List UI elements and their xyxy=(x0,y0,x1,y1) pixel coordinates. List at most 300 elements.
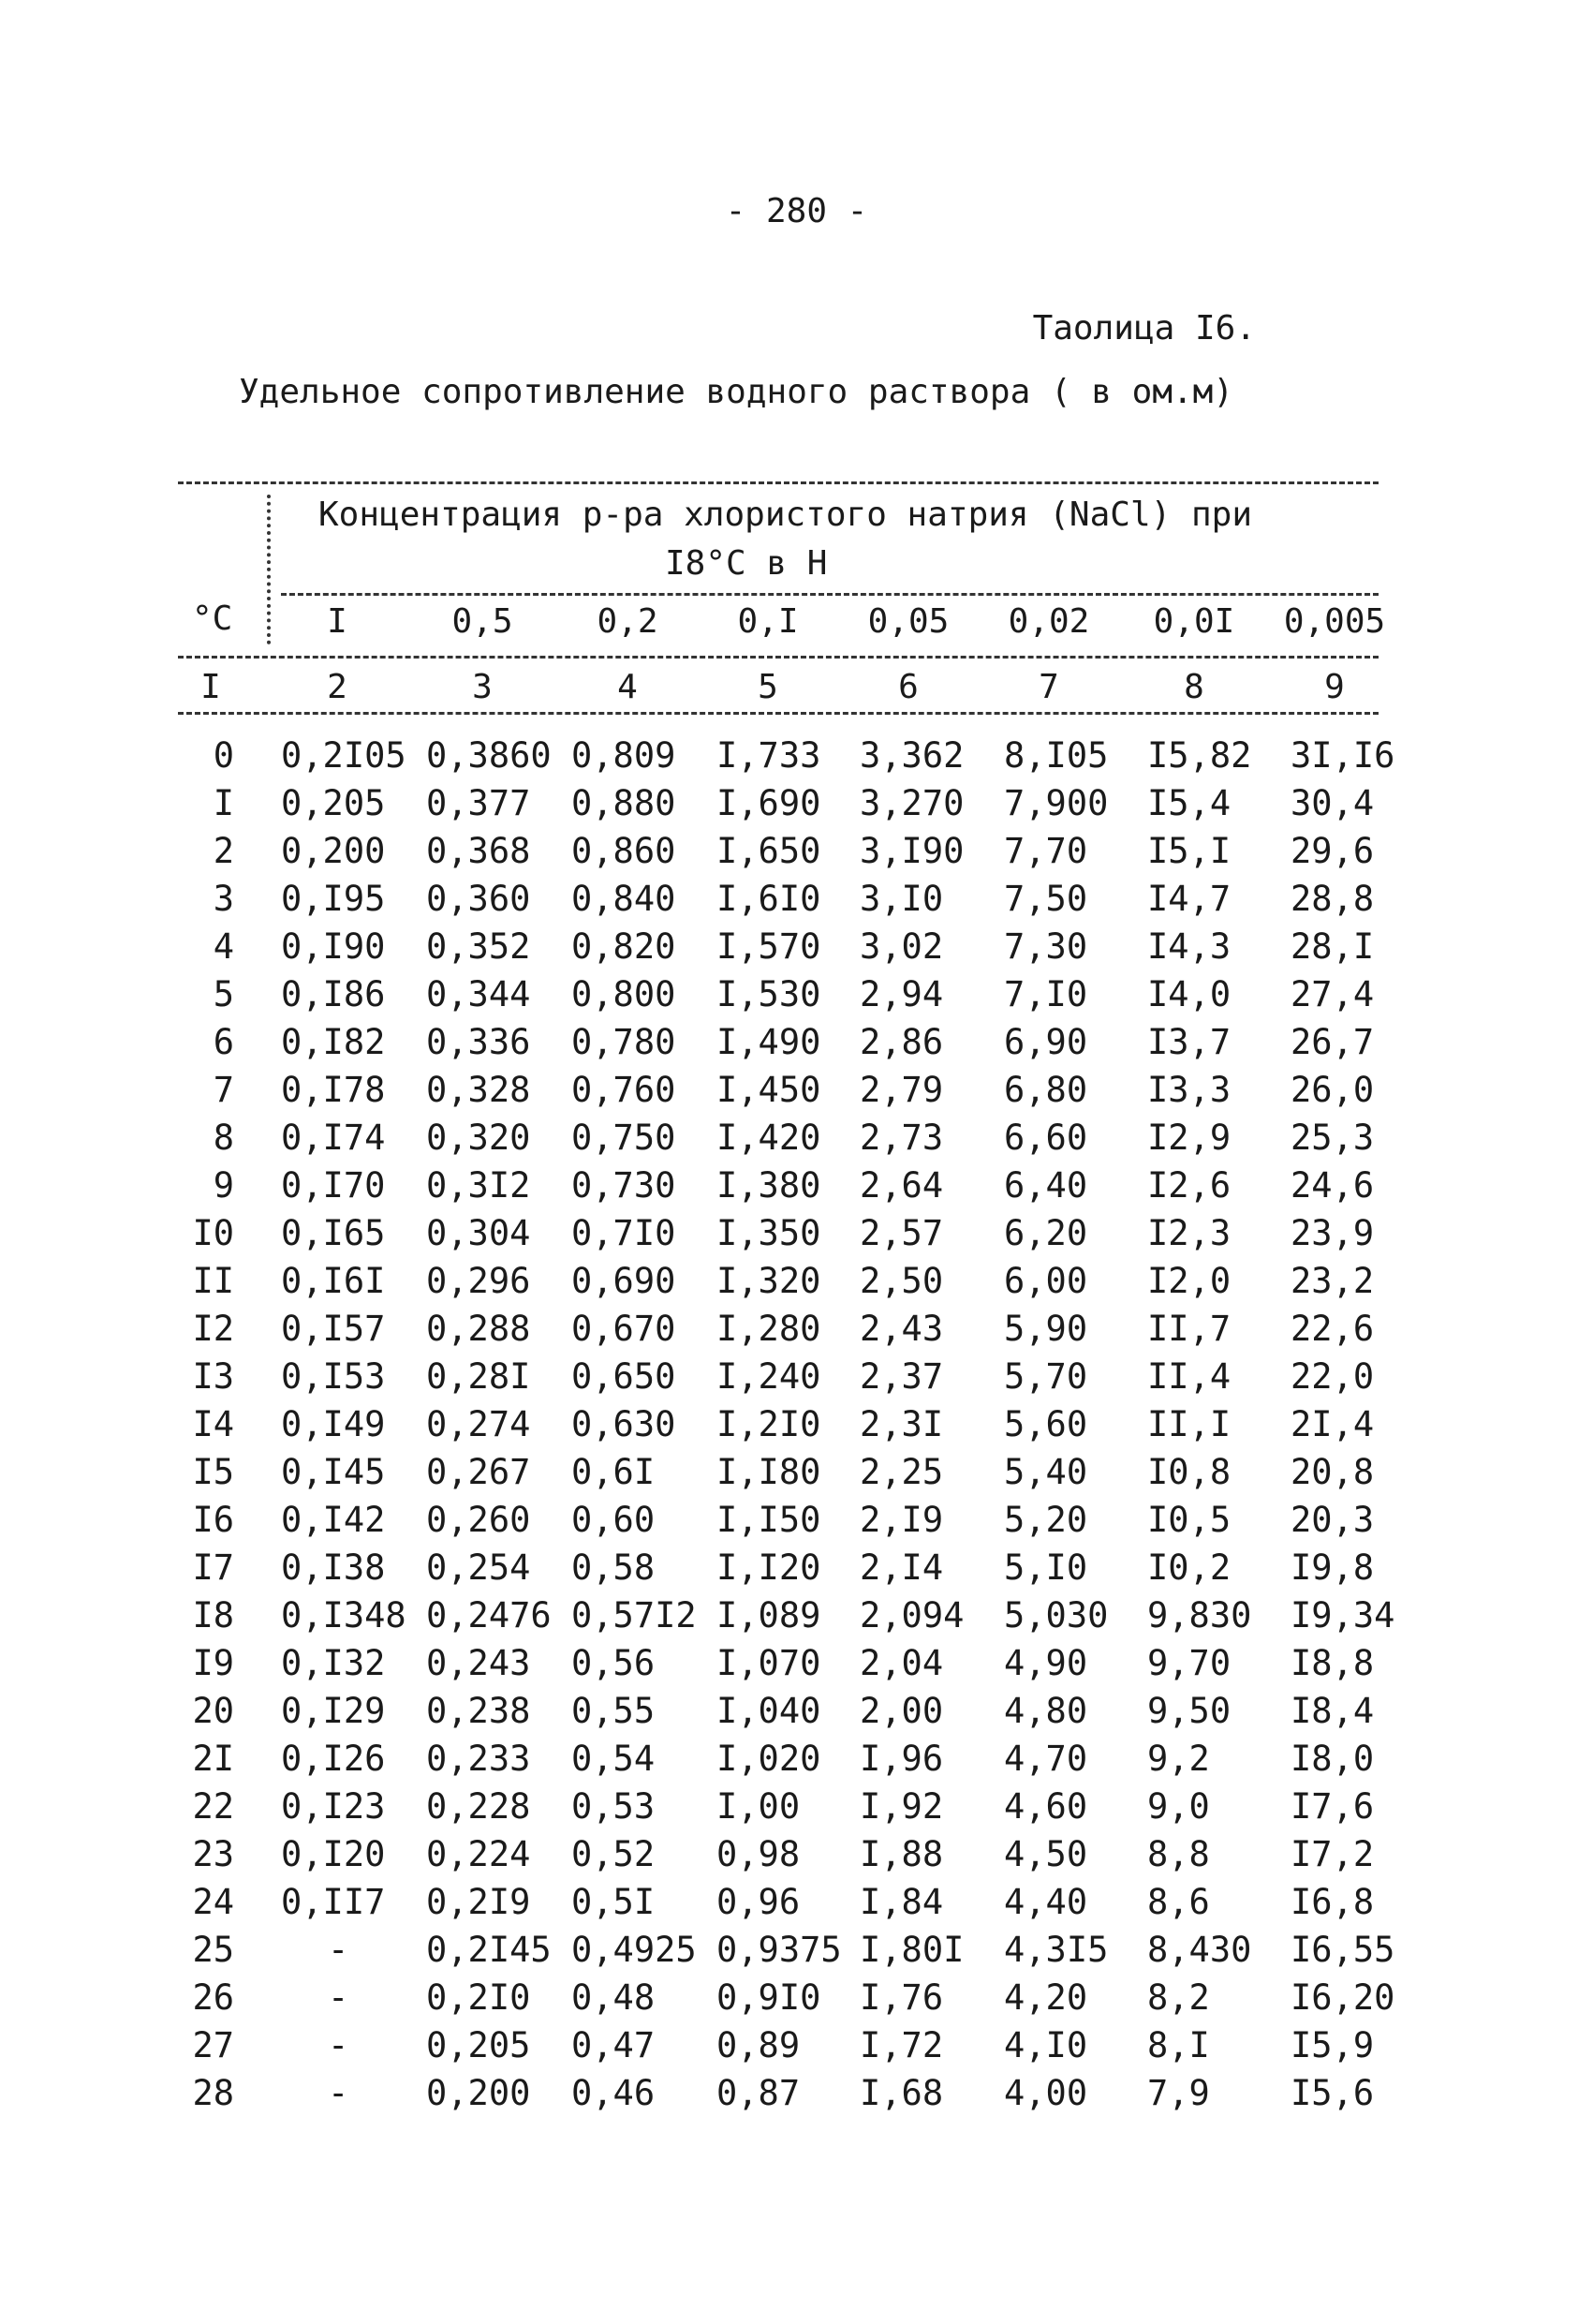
resistance-cell: 2,094 xyxy=(860,1595,965,1636)
resistance-cell: 9,830 xyxy=(1147,1595,1252,1636)
resistance-cell: 2,94 xyxy=(860,974,944,1014)
table-title: Удельное сопротивление водного раствора ( в ом.м) xyxy=(239,373,1234,411)
resistance-cell: 9,70 xyxy=(1147,1643,1232,1683)
resistance-cell: 2,I4 xyxy=(860,1547,944,1588)
table-row xyxy=(0,1118,1593,1164)
concentration-header-cell: 0,05 xyxy=(867,602,950,641)
resistance-cell: 0,260 xyxy=(426,1500,531,1540)
resistance-cell: 0,820 xyxy=(571,926,676,967)
resistance-cell: 4,50 xyxy=(1004,1834,1088,1874)
resistance-cell: 0,352 xyxy=(426,926,531,967)
resistance-cell: - xyxy=(328,2073,349,2113)
resistance-cell: 20,8 xyxy=(1291,1452,1375,1492)
resistance-cell: 0,205 xyxy=(281,783,386,823)
resistance-cell: 0,228 xyxy=(426,1786,531,1827)
resistance-cell: 2,I9 xyxy=(860,1500,944,1540)
resistance-cell: 5,70 xyxy=(1004,1356,1088,1397)
resistance-cell: 0,53 xyxy=(571,1786,656,1827)
resistance-cell: 4,3I5 xyxy=(1004,1930,1109,1970)
resistance-cell: - xyxy=(328,2025,349,2065)
table-row xyxy=(0,1404,1593,1451)
table-row xyxy=(0,1739,1593,1785)
temperature-cell: 20 xyxy=(192,1691,234,1731)
resistance-cell: 2,86 xyxy=(860,1022,944,1062)
resistance-cell: I,450 xyxy=(716,1070,821,1110)
resistance-cell: 8,430 xyxy=(1147,1930,1252,1970)
temperature-cell: 8 xyxy=(213,1118,234,1158)
resistance-cell: 0,650 xyxy=(571,1356,676,1397)
resistance-cell: 0,I65 xyxy=(281,1213,386,1253)
temperature-cell: I3 xyxy=(192,1356,234,1397)
resistance-cell: 26,7 xyxy=(1291,1022,1375,1062)
resistance-cell: 2,00 xyxy=(860,1691,944,1731)
resistance-cell: I6,55 xyxy=(1291,1930,1395,1970)
temperature-cell: I5 xyxy=(192,1452,234,1492)
table-row xyxy=(0,1356,1593,1403)
resistance-cell: I2,0 xyxy=(1147,1261,1232,1301)
table-row xyxy=(0,1977,1593,2024)
resistance-cell: I6,20 xyxy=(1291,1977,1395,2018)
table-top-rule xyxy=(178,481,1379,484)
resistance-cell: 0,I78 xyxy=(281,1070,386,1110)
resistance-cell: 5,40 xyxy=(1004,1452,1088,1492)
resistance-cell: I,88 xyxy=(860,1834,944,1874)
resistance-cell: 0,296 xyxy=(426,1261,531,1301)
table-row xyxy=(0,2073,1593,2120)
resistance-cell: I5,4 xyxy=(1147,783,1232,823)
column-number-cell: I xyxy=(200,668,221,706)
resistance-cell: II,4 xyxy=(1147,1356,1232,1397)
temperature-cell: I7 xyxy=(192,1547,234,1588)
resistance-cell: 0,I70 xyxy=(281,1165,386,1206)
resistance-cell: 3,270 xyxy=(860,783,965,823)
resistance-cell: 0,670 xyxy=(571,1309,676,1349)
table-row xyxy=(0,831,1593,878)
resistance-cell: I,570 xyxy=(716,926,821,967)
resistance-cell: 5,60 xyxy=(1004,1404,1088,1444)
resistance-cell: 0,368 xyxy=(426,831,531,871)
resistance-cell: 27,4 xyxy=(1291,974,1375,1014)
resistance-cell: 6,90 xyxy=(1004,1022,1088,1062)
resistance-cell: I0,2 xyxy=(1147,1547,1232,1588)
resistance-cell: 0,780 xyxy=(571,1022,676,1062)
resistance-cell: 0,224 xyxy=(426,1834,531,1874)
resistance-cell: 0,5I xyxy=(571,1882,656,1922)
resistance-cell: 2,50 xyxy=(860,1261,944,1301)
page-number: - 280 - xyxy=(725,192,868,230)
column-number-cell: 4 xyxy=(617,668,638,706)
resistance-cell: 0,I74 xyxy=(281,1118,386,1158)
resistance-cell: I8,8 xyxy=(1291,1643,1375,1683)
concentration-header-row xyxy=(0,602,1593,649)
resistance-cell: 0,2I05 xyxy=(281,735,406,776)
group-header-line2: I8°С в Н xyxy=(665,544,828,583)
resistance-cell: 26,0 xyxy=(1291,1070,1375,1110)
resistance-cell: 0,243 xyxy=(426,1643,531,1683)
table-row xyxy=(0,1834,1593,1881)
resistance-cell: I,80I xyxy=(860,1930,965,1970)
resistance-cell: 0,690 xyxy=(571,1261,676,1301)
resistance-cell: I,240 xyxy=(716,1356,821,1397)
temperature-cell: 22 xyxy=(192,1786,234,1827)
resistance-cell: 5,20 xyxy=(1004,1500,1088,1540)
resistance-cell: 0,2I45 xyxy=(426,1930,552,1970)
resistance-cell: I,350 xyxy=(716,1213,821,1253)
resistance-cell: 2I,4 xyxy=(1291,1404,1375,1444)
resistance-cell: I,I20 xyxy=(716,1547,821,1588)
table-row xyxy=(0,879,1593,925)
resistance-cell: 8,2 xyxy=(1147,1977,1210,2018)
resistance-cell: 6,40 xyxy=(1004,1165,1088,1206)
concentration-header-cell: 0,005 xyxy=(1283,602,1386,641)
table-row xyxy=(0,1691,1593,1738)
resistance-cell: I3,3 xyxy=(1147,1070,1232,1110)
resistance-cell: 30,4 xyxy=(1291,783,1375,823)
resistance-cell: 0,47 xyxy=(571,2025,656,2065)
resistance-cell: 0,I23 xyxy=(281,1786,386,1827)
resistance-cell: 0,328 xyxy=(426,1070,531,1110)
table-row xyxy=(0,1500,1593,1547)
temperature-cell: I xyxy=(213,783,234,823)
resistance-cell: 2,43 xyxy=(860,1309,944,1349)
resistance-cell: 0,54 xyxy=(571,1739,656,1779)
resistance-cell: I3,7 xyxy=(1147,1022,1232,1062)
resistance-cell: 20,3 xyxy=(1291,1500,1375,1540)
resistance-cell: 0,860 xyxy=(571,831,676,871)
resistance-cell: 0,880 xyxy=(571,783,676,823)
resistance-cell: 0,I49 xyxy=(281,1404,386,1444)
resistance-cell: 4,40 xyxy=(1004,1882,1088,1922)
resistance-cell: 0,I32 xyxy=(281,1643,386,1683)
resistance-cell: 0,205 xyxy=(426,2025,531,2065)
resistance-cell: 0,60 xyxy=(571,1500,656,1540)
resistance-cell: 6,20 xyxy=(1004,1213,1088,1253)
resistance-cell: I9,8 xyxy=(1291,1547,1375,1588)
temperature-cell: 3 xyxy=(213,879,234,919)
resistance-cell: I,68 xyxy=(860,2073,944,2113)
resistance-cell: I,00 xyxy=(716,1786,801,1827)
resistance-cell: 0,I26 xyxy=(281,1739,386,1779)
resistance-cell: 0,233 xyxy=(426,1739,531,1779)
temperature-cell: I2 xyxy=(192,1309,234,1349)
resistance-cell: 9,0 xyxy=(1147,1786,1210,1827)
resistance-cell: 5,90 xyxy=(1004,1309,1088,1349)
resistance-cell: 0,2476 xyxy=(426,1595,552,1636)
column-number-cell: 7 xyxy=(1039,668,1059,706)
resistance-cell: 7,9 xyxy=(1147,2073,1210,2113)
resistance-cell: I5,9 xyxy=(1291,2025,1375,2065)
resistance-cell: 3,02 xyxy=(860,926,944,967)
resistance-cell: 0,2I0 xyxy=(426,1977,531,2018)
resistance-cell: 5,030 xyxy=(1004,1595,1109,1636)
resistance-cell: 2,57 xyxy=(860,1213,944,1253)
resistance-cell: I2,6 xyxy=(1147,1165,1232,1206)
table-row xyxy=(0,2025,1593,2072)
resistance-cell: 0,96 xyxy=(716,1882,801,1922)
temperature-cell: 4 xyxy=(213,926,234,967)
resistance-cell: 5,I0 xyxy=(1004,1547,1088,1588)
resistance-cell: 0,9I0 xyxy=(716,1977,821,2018)
temperature-cell: I4 xyxy=(192,1404,234,1444)
column-number-cell: 3 xyxy=(472,668,493,706)
resistance-cell: I4,0 xyxy=(1147,974,1232,1014)
table-row xyxy=(0,1070,1593,1117)
resistance-cell: 0,56 xyxy=(571,1643,656,1683)
resistance-cell: 0,48 xyxy=(571,1977,656,2018)
resistance-cell: 7,I0 xyxy=(1004,974,1088,1014)
resistance-cell: 0,3I2 xyxy=(426,1165,531,1206)
resistance-cell: 7,900 xyxy=(1004,783,1109,823)
resistance-cell: I5,6 xyxy=(1291,2073,1375,2113)
temperature-cell: 26 xyxy=(192,1977,234,2018)
resistance-cell: 0,55 xyxy=(571,1691,656,1731)
resistance-cell: 0,6I xyxy=(571,1452,656,1492)
column-number-cell: 8 xyxy=(1184,668,1204,706)
table-row xyxy=(0,1643,1593,1690)
temperature-cell: 9 xyxy=(213,1165,234,1206)
resistance-cell: I4,3 xyxy=(1147,926,1232,967)
resistance-cell: 0,46 xyxy=(571,2073,656,2113)
resistance-cell: 0,2I9 xyxy=(426,1882,531,1922)
table-row xyxy=(0,1213,1593,1260)
resistance-cell: I,84 xyxy=(860,1882,944,1922)
table-row xyxy=(0,1595,1593,1642)
resistance-cell: 0,I38 xyxy=(281,1547,386,1588)
concentration-group-header xyxy=(318,491,1349,588)
resistance-cell: I,320 xyxy=(716,1261,821,1301)
resistance-cell: - xyxy=(328,1977,349,2018)
resistance-cell: 0,I6I xyxy=(281,1261,386,1301)
resistance-cell: 0,I90 xyxy=(281,926,386,967)
table-label: Таолица I6. xyxy=(1032,309,1256,348)
resistance-cell: I,650 xyxy=(716,831,821,871)
resistance-cell: I,I80 xyxy=(716,1452,821,1492)
resistance-cell: I,420 xyxy=(716,1118,821,1158)
resistance-cell: I,96 xyxy=(860,1739,944,1779)
resistance-cell: 28,8 xyxy=(1291,879,1375,919)
resistance-cell: 0,840 xyxy=(571,879,676,919)
resistance-cell: 0,I82 xyxy=(281,1022,386,1062)
resistance-cell: I,070 xyxy=(716,1643,821,1683)
resistance-cell: 2,04 xyxy=(860,1643,944,1683)
resistance-cell: 4,90 xyxy=(1004,1643,1088,1683)
resistance-cell: 8,6 xyxy=(1147,1882,1210,1922)
resistance-cell: I,76 xyxy=(860,1977,944,2018)
temperature-cell: 25 xyxy=(192,1930,234,1970)
resistance-cell: 0,760 xyxy=(571,1070,676,1110)
resistance-cell: 0,II7 xyxy=(281,1882,386,1922)
resistance-cell: 2,3I xyxy=(860,1404,944,1444)
resistance-cell: 0,238 xyxy=(426,1691,531,1731)
resistance-cell: 0,750 xyxy=(571,1118,676,1158)
resistance-cell: I,6I0 xyxy=(716,879,821,919)
concentration-header-cell: 0,I xyxy=(737,602,799,641)
resistance-cell: 0,344 xyxy=(426,974,531,1014)
resistance-cell: I,72 xyxy=(860,2025,944,2065)
resistance-cell: 2,37 xyxy=(860,1356,944,1397)
table-row xyxy=(0,926,1593,973)
resistance-cell: 9,50 xyxy=(1147,1691,1232,1731)
table-row xyxy=(0,1309,1593,1355)
resistance-cell: 0,254 xyxy=(426,1547,531,1588)
temperature-cell: I8 xyxy=(192,1595,234,1636)
resistance-cell: 22,0 xyxy=(1291,1356,1375,1397)
resistance-cell: 0,304 xyxy=(426,1213,531,1253)
temperature-cell: I6 xyxy=(192,1500,234,1540)
resistance-cell: 0,I53 xyxy=(281,1356,386,1397)
concentration-header-cell: 0,5 xyxy=(451,602,513,641)
resistance-cell: II,I xyxy=(1147,1404,1232,1444)
resistance-cell: 6,00 xyxy=(1004,1261,1088,1301)
resistance-cell: 2,73 xyxy=(860,1118,944,1158)
group-header-rule xyxy=(281,593,1379,596)
temperature-cell: 2I xyxy=(192,1739,234,1779)
resistance-cell: 0,98 xyxy=(716,1834,801,1874)
column-number-row xyxy=(0,668,1593,715)
resistance-cell: 8,I05 xyxy=(1004,735,1109,776)
table-row xyxy=(0,1547,1593,1594)
temperature-cell: 7 xyxy=(213,1070,234,1110)
resistance-cell: 0,89 xyxy=(716,2025,801,2065)
resistance-cell: 8,8 xyxy=(1147,1834,1210,1874)
resistance-cell: I9,34 xyxy=(1291,1595,1395,1636)
resistance-cell: - xyxy=(328,1930,349,1970)
resistance-cell: 0,200 xyxy=(281,831,386,871)
resistance-cell: 0,52 xyxy=(571,1834,656,1874)
temperature-cell: 24 xyxy=(192,1882,234,1922)
resistance-cell: 0,267 xyxy=(426,1452,531,1492)
temperature-cell: I9 xyxy=(192,1643,234,1683)
resistance-cell: 0,87 xyxy=(716,2073,801,2113)
temperature-cell: I0 xyxy=(192,1213,234,1253)
temperature-header: °С xyxy=(192,600,233,638)
temperature-cell: 6 xyxy=(213,1022,234,1062)
table-row xyxy=(0,1022,1593,1069)
resistance-cell: 3,362 xyxy=(860,735,965,776)
resistance-cell: I8,0 xyxy=(1291,1739,1375,1779)
resistance-cell: I,380 xyxy=(716,1165,821,1206)
table-row xyxy=(0,735,1593,782)
resistance-cell: 7,30 xyxy=(1004,926,1088,967)
temperature-cell: 23 xyxy=(192,1834,234,1874)
resistance-cell: 0,800 xyxy=(571,974,676,1014)
table-row xyxy=(0,783,1593,830)
temperature-cell: II xyxy=(192,1261,234,1301)
table-row xyxy=(0,974,1593,1021)
resistance-cell: 0,809 xyxy=(571,735,676,776)
resistance-cell: 2,79 xyxy=(860,1070,944,1110)
resistance-cell: 0,7I0 xyxy=(571,1213,676,1253)
resistance-cell: I6,8 xyxy=(1291,1882,1375,1922)
resistance-cell: 29,6 xyxy=(1291,831,1375,871)
column-number-cell: 5 xyxy=(758,668,778,706)
resistance-cell: I,089 xyxy=(716,1595,821,1636)
resistance-cell: 0,I348 xyxy=(281,1595,406,1636)
resistance-cell: I5,82 xyxy=(1147,735,1252,776)
resistance-cell: 0,288 xyxy=(426,1309,531,1349)
resistance-cell: 25,3 xyxy=(1291,1118,1375,1158)
resistance-cell: 0,58 xyxy=(571,1547,656,1588)
resistance-cell: 2,64 xyxy=(860,1165,944,1206)
resistance-cell: 0,I95 xyxy=(281,879,386,919)
resistance-cell: 9,2 xyxy=(1147,1739,1210,1779)
concentration-header-cell: 0,02 xyxy=(1008,602,1090,641)
concentration-header-cell: I xyxy=(327,602,347,641)
resistance-cell: 4,70 xyxy=(1004,1739,1088,1779)
resistance-cell: 4,00 xyxy=(1004,2073,1088,2113)
resistance-cell: 4,I0 xyxy=(1004,2025,1088,2065)
temperature-cell: 28 xyxy=(192,2073,234,2113)
resistance-cell: 3,I90 xyxy=(860,831,965,871)
column-number-cell: 6 xyxy=(898,668,919,706)
resistance-cell: 0,57I2 xyxy=(571,1595,697,1636)
resistance-cell: I,92 xyxy=(860,1786,944,1827)
table-row xyxy=(0,1882,1593,1929)
resistance-cell: 0,I42 xyxy=(281,1500,386,1540)
resistance-cell: I2,3 xyxy=(1147,1213,1232,1253)
resistance-cell: 7,70 xyxy=(1004,831,1088,871)
resistance-cell: I5,I xyxy=(1147,831,1232,871)
temperature-cell: 0 xyxy=(213,735,234,776)
resistance-cell: I,733 xyxy=(716,735,821,776)
resistance-cell: I,280 xyxy=(716,1309,821,1349)
resistance-cell: I,530 xyxy=(716,974,821,1014)
temperature-cell: 27 xyxy=(192,2025,234,2065)
resistance-cell: 23,9 xyxy=(1291,1213,1375,1253)
resistance-cell: 0,3860 xyxy=(426,735,552,776)
resistance-cell: I0,8 xyxy=(1147,1452,1232,1492)
resistance-cell: II,7 xyxy=(1147,1309,1232,1349)
table-row xyxy=(0,1165,1593,1212)
resistance-cell: 0,4925 xyxy=(571,1930,697,1970)
resistance-cell: 0,I29 xyxy=(281,1691,386,1731)
resistance-cell: I,040 xyxy=(716,1691,821,1731)
resistance-cell: I,020 xyxy=(716,1739,821,1779)
resistance-cell: 0,630 xyxy=(571,1404,676,1444)
temperature-cell: 5 xyxy=(213,974,234,1014)
resistance-cell: 7,50 xyxy=(1004,879,1088,919)
resistance-cell: I7,6 xyxy=(1291,1786,1375,1827)
table-row xyxy=(0,1930,1593,1976)
resistance-cell: 0,274 xyxy=(426,1404,531,1444)
resistance-cell: 0,730 xyxy=(571,1165,676,1206)
column-number-cell: 2 xyxy=(327,668,347,706)
resistance-cell: 3I,I6 xyxy=(1291,735,1395,776)
group-header-line1: Концентрация р-ра хлористого натрия (NaCl) при xyxy=(318,496,1252,534)
resistance-cell: 2,25 xyxy=(860,1452,944,1492)
resistance-cell: 4,60 xyxy=(1004,1786,1088,1827)
resistance-cell: I,2I0 xyxy=(716,1404,821,1444)
resistance-cell: 0,9375 xyxy=(716,1930,842,1970)
table-row xyxy=(0,1452,1593,1499)
resistance-cell: 0,I57 xyxy=(281,1309,386,1349)
table-row xyxy=(0,1261,1593,1308)
resistance-cell: 8,I xyxy=(1147,2025,1210,2065)
resistance-cell: 0,336 xyxy=(426,1022,531,1062)
resistance-cell: I7,2 xyxy=(1291,1834,1375,1874)
resistance-cell: 0,I20 xyxy=(281,1834,386,1874)
concentration-header-cell: 0,2 xyxy=(597,602,658,641)
resistance-cell: 28,I xyxy=(1291,926,1375,967)
resistance-cell: 0,360 xyxy=(426,879,531,919)
resistance-cell: I2,9 xyxy=(1147,1118,1232,1158)
concentration-header-cell: 0,0I xyxy=(1153,602,1235,641)
resistance-cell: 4,80 xyxy=(1004,1691,1088,1731)
header-rule xyxy=(178,656,1379,659)
table-row xyxy=(0,1786,1593,1833)
resistance-cell: 0,320 xyxy=(426,1118,531,1158)
resistance-cell: I8,4 xyxy=(1291,1691,1375,1731)
